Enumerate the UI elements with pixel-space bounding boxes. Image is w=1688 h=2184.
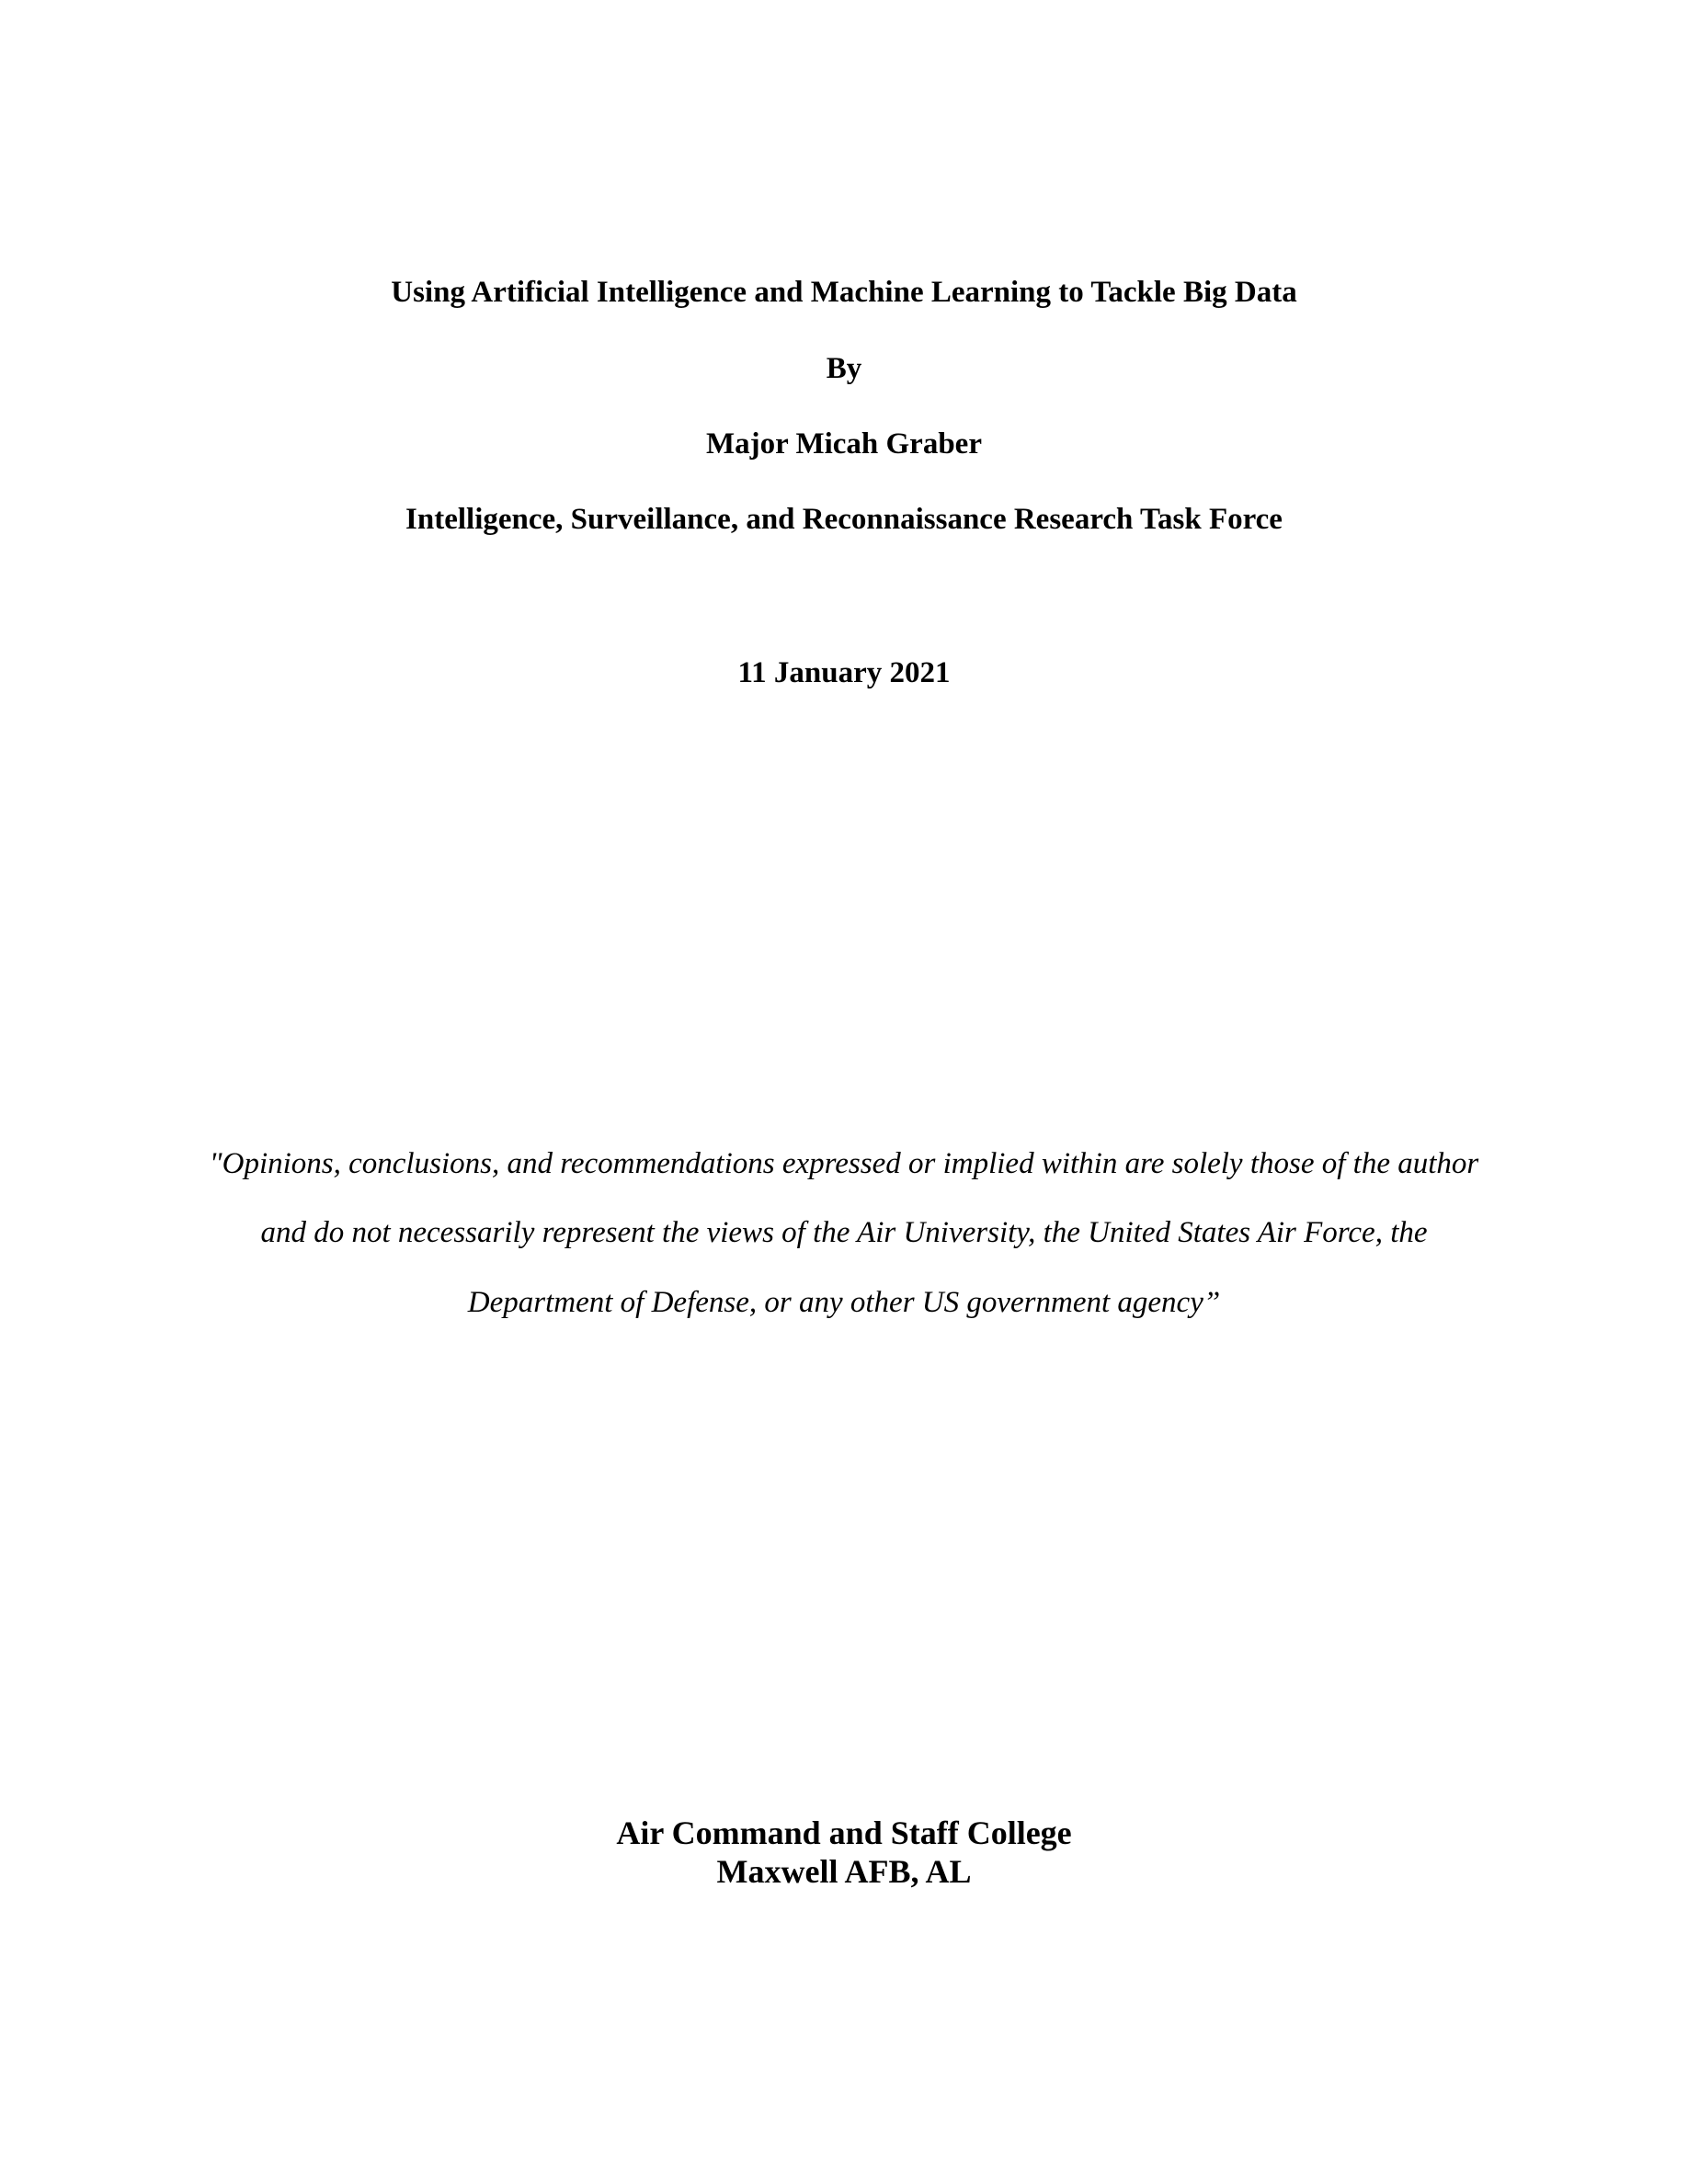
document-title: Using Artificial Intelligence and Machine Learning to Tackle Big Data xyxy=(391,276,1297,309)
disclaimer-line: "Opinions, conclusions, and recommendations expressed or implied within are solely those of the author xyxy=(209,1147,1479,1180)
disclaimer-line: Department of Defense, or any other US government agency” xyxy=(467,1286,1221,1319)
byline-label: By xyxy=(826,352,862,385)
disclaimer-line: and do not necessarily represent the views of the Air University, the United States Air Force, the xyxy=(260,1216,1428,1249)
organization-name: Intelligence, Surveillance, and Reconnaissance Research Task Force xyxy=(405,503,1283,536)
institution-name: Air Command and Staff College xyxy=(616,1814,1072,1851)
author-name: Major Micah Graber xyxy=(706,427,982,461)
institution-location: Maxwell AFB, AL xyxy=(716,1853,972,1890)
document-date: 11 January 2021 xyxy=(737,656,951,689)
